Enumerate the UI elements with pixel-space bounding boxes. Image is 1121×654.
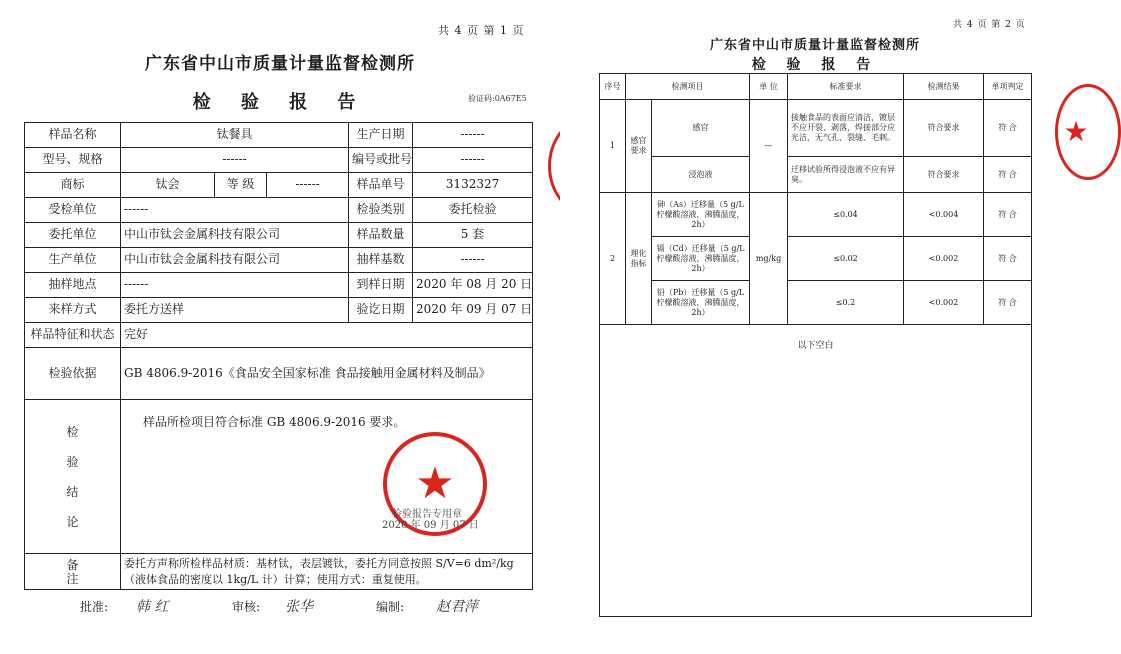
value: 委托方送样: [121, 298, 349, 323]
category: 理化指标: [626, 193, 652, 325]
label: 样品特征和状态: [25, 323, 121, 348]
result: <0.002: [904, 237, 984, 281]
report-page-1: [0, 0, 560, 654]
label: 样品名称: [25, 123, 121, 148]
value: 钛餐具: [121, 123, 349, 148]
value: ------: [413, 123, 533, 148]
value: 2020 年 09 月 07 日: [413, 298, 533, 323]
result: <0.002: [904, 281, 984, 325]
label: 抽样基数: [349, 248, 413, 273]
value: 中山市钛会金属科技有限公司: [121, 223, 349, 248]
item: 铅（Pb）迁移量（5 g/L柠檬酸溶液，沸腾温度，2h）: [652, 281, 750, 325]
item: 砷（As）迁移量（5 g/L柠檬酸溶液，沸腾温度，2h）: [652, 193, 750, 237]
judgement: 符 合: [984, 281, 1032, 325]
value: ------: [413, 248, 533, 273]
requirement: ≤0.04: [788, 193, 904, 237]
requirement: 迁移试验所得浸泡液不应有异臭。: [788, 157, 904, 193]
label: 来样方式: [25, 298, 121, 323]
org-name: 广东省中山市质量计量监督检测所: [145, 54, 415, 74]
page-gap: [560, 0, 585, 654]
remark-value: 委托方声称所检样品材质：基材钛，表层镀钛，委托方同意按照 S/V=6 dm²/kg（液体食品的密度以 1kg/L 计）计算；使用方式：重复使用。: [121, 554, 533, 590]
value: 钛会: [121, 173, 215, 198]
judgement: 符 合: [984, 157, 1032, 193]
label: 生产单位: [25, 248, 121, 273]
label: 检验依据: [25, 348, 121, 400]
label-char: 验: [66, 454, 79, 469]
label-char: 注: [66, 571, 79, 586]
remark-label: [25, 554, 121, 590]
col-header: 检测项目: [626, 74, 750, 100]
label: 检验类别: [349, 198, 413, 223]
approve-signature: 韩 红: [136, 599, 169, 615]
report-page-2: [585, 0, 1089, 654]
unit: —: [750, 100, 788, 193]
item: 感官: [652, 100, 750, 157]
col-header: 序号: [600, 74, 626, 100]
result: <0.004: [904, 193, 984, 237]
review-signature: 张华: [285, 599, 313, 615]
verify-code: 验证码:0A67E5: [468, 94, 527, 103]
col-header: 单项判定: [984, 74, 1032, 100]
unit: mg/kg: [750, 193, 788, 325]
requirement: 接触食品的表面应清洁，镀层不应开裂、剥落，焊接部分应光洁，无气孔、裂缝、毛刺。: [788, 100, 904, 157]
item: 浸泡液: [652, 157, 750, 193]
label: 样品单号: [349, 173, 413, 198]
row-no: 1: [600, 100, 626, 193]
label: 生产日期: [349, 123, 413, 148]
row-no: 2: [600, 193, 626, 325]
star-icon: ★: [415, 458, 455, 509]
value: 5 套: [413, 223, 533, 248]
category: 感官要求: [626, 100, 652, 193]
requirement: ≤0.02: [788, 237, 904, 281]
review-label: 审核:: [232, 600, 261, 614]
label-char: 检: [66, 424, 79, 439]
label: 样品数量: [349, 223, 413, 248]
judgement: 符 合: [984, 100, 1032, 157]
value: 2020 年 08 月 20 日: [413, 273, 533, 298]
edit-signature: 赵君萍: [436, 599, 478, 615]
value: ------: [121, 198, 349, 223]
value: ------: [121, 148, 349, 173]
value: ------: [267, 173, 349, 198]
value: 完好: [121, 323, 533, 348]
conclusion-text: 样品所检项目符合标准 GB 4806.9-2016 要求。: [143, 415, 406, 429]
label: 委托单位: [25, 223, 121, 248]
col-header: 检测结果: [904, 74, 984, 100]
label: 验讫日期: [349, 298, 413, 323]
label: 编号或批号: [349, 148, 413, 173]
label: 抽样地点: [25, 273, 121, 298]
page-number: 共 4 页 第 2 页: [953, 20, 1026, 30]
stamp-date: 2020 年 09 月 07 日: [382, 520, 479, 531]
value: GB 4806.9-2016《食品安全国家标准 食品接触用金属材料及制品》: [121, 348, 533, 400]
approve-label: 批准:: [80, 600, 109, 614]
value: ------: [413, 148, 533, 173]
label: 型号、规格: [25, 148, 121, 173]
label: 到样日期: [349, 273, 413, 298]
org-name: 广东省中山市质量计量监督检测所: [709, 38, 920, 53]
partial-seal: [1055, 84, 1121, 180]
star-icon: ★: [1063, 115, 1089, 148]
label-char: 结: [66, 484, 79, 499]
judgement: 符 合: [984, 193, 1032, 237]
value: 中山市钛会金属科技有限公司: [121, 248, 349, 273]
result: 符合要求: [904, 100, 984, 157]
page-number: 共 4 页 第 1 页: [438, 24, 525, 37]
conclusion-label: [25, 400, 121, 554]
label-char: 备: [66, 557, 79, 572]
report-title: 检 验 报 告: [192, 92, 368, 113]
result: 符合要求: [904, 157, 984, 193]
value: 委托检验: [413, 198, 533, 223]
report-title: 检 验 报 告: [751, 57, 879, 73]
label: 等 级: [215, 173, 267, 198]
edit-label: 编制:: [376, 600, 405, 614]
stamp-note: 检验报告专用章: [392, 509, 462, 520]
value: 3132327: [413, 173, 533, 198]
label-char: 论: [66, 514, 79, 529]
col-header: 单 位: [750, 74, 788, 100]
value: ------: [121, 273, 349, 298]
col-header: 标准要求: [788, 74, 904, 100]
item: 镉（Cd）迁移量（5 g/L柠檬酸溶液，沸腾温度，2h）: [652, 237, 750, 281]
requirement: ≤0.2: [788, 281, 904, 325]
label: 受检单位: [25, 198, 121, 223]
judgement: 符 合: [984, 237, 1032, 281]
label: 商标: [25, 173, 121, 198]
results-table: [599, 73, 1032, 617]
blank-note: 以下空白: [600, 325, 1032, 617]
